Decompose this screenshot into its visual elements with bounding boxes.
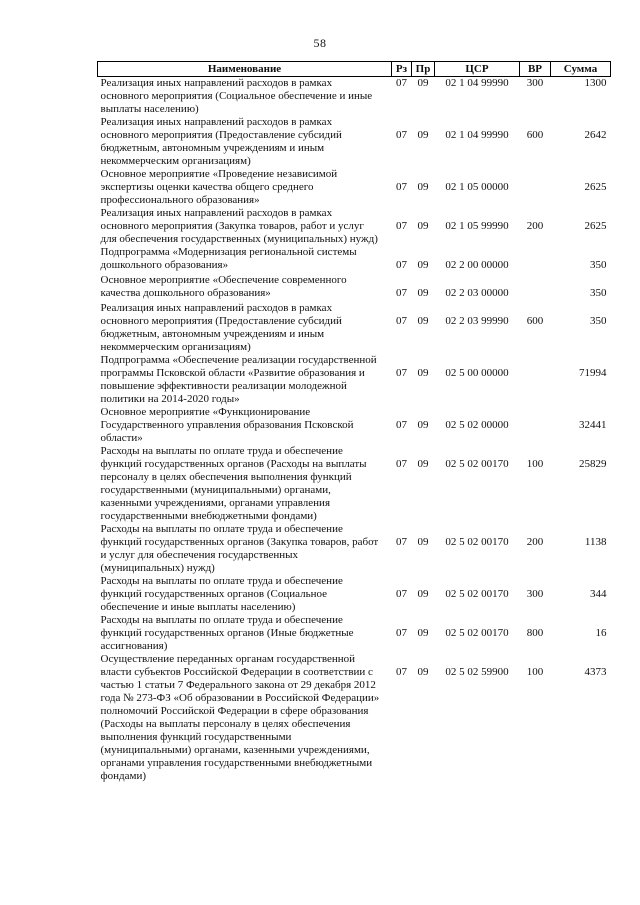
row-sum: 4373 xyxy=(584,666,607,678)
header-pr: Пр xyxy=(412,62,435,77)
row-sum: 25829 xyxy=(579,458,607,470)
row-vr xyxy=(520,406,551,445)
row-pr: 09 xyxy=(417,220,429,232)
row-vr: 100 xyxy=(526,458,544,470)
row-name: Осуществление переданных органам государственной власти субъектов Российской Федерации в соответствии с частью 1 статьи 7 Федерального закона от 29 декабря 2012 года № 273-ФЗ «Об образовании в Российской Федерации» полномочий Российской Федерации в сфере образования (Расходы на выплаты персоналу в целях обеспечения выполнения функций государственными (муниципальными) органами, казенными учреждениями, органами управления государственными внебюджетными фондами) xyxy=(100,653,380,782)
row-vr: 600 xyxy=(526,315,544,327)
row-pr: 09 xyxy=(417,419,429,431)
table-row xyxy=(98,207,611,246)
table-row xyxy=(98,246,611,274)
row-rz: 07 xyxy=(396,77,407,89)
row-pr: 09 xyxy=(417,315,429,327)
row-sum: 1300 xyxy=(584,77,607,89)
row-vr: 100 xyxy=(526,666,544,678)
row-pr: 09 xyxy=(417,181,429,193)
header-rz: Рз xyxy=(392,62,412,77)
row-pr: 09 xyxy=(417,259,429,271)
row-vr xyxy=(520,246,551,274)
row-sum: 2642 xyxy=(584,129,607,141)
table-row xyxy=(98,77,611,117)
table-row xyxy=(98,653,611,783)
row-sum: 32441 xyxy=(579,419,607,431)
row-pr: 09 xyxy=(417,666,429,678)
row-sum: 344 xyxy=(590,588,607,600)
row-rz: 07 xyxy=(396,666,407,678)
row-name: Расходы на выплаты по оплате труда и обеспечение функций государственных органов (Закупка товаров, работ и услуг для обеспечения государственных (муниципальных) нужд) xyxy=(100,523,379,574)
row-csr: 02 5 00 00000 xyxy=(445,367,509,379)
table-row xyxy=(98,116,611,168)
row-rz: 07 xyxy=(396,536,407,548)
header-name: Наименование xyxy=(98,62,392,77)
header-sum: Сумма xyxy=(551,62,611,77)
header-csr: ЦСР xyxy=(435,62,520,77)
row-rz: 07 xyxy=(396,627,407,639)
table-row xyxy=(98,575,611,614)
row-rz: 07 xyxy=(396,315,407,327)
row-vr: 600 xyxy=(526,129,544,141)
row-pr: 09 xyxy=(417,627,429,639)
table-row xyxy=(98,614,611,653)
row-csr: 02 5 02 00170 xyxy=(445,588,509,600)
table-row xyxy=(98,523,611,575)
row-vr: 800 xyxy=(526,627,544,639)
row-name: Реализация иных направлений расходов в рамках основного мероприятия (Предоставление субсидий бюджетным, автономным учреждениям и иным некоммерческим организациям) xyxy=(100,116,342,167)
table-header xyxy=(98,62,611,77)
row-name: Основное мероприятие «Функционирование Государственного управления образования Псковской области» xyxy=(100,406,354,444)
row-vr xyxy=(520,354,551,406)
row-name: Расходы на выплаты по оплате труда и обеспечение функций государственных органов (Расходы на выплаты персоналу в целях обеспечения выполнения функций государственными (муниципальными) органами, казенными учреждениями, органами управления государственными внебюджетными фондами) xyxy=(100,445,367,522)
row-sum: 350 xyxy=(590,287,607,299)
row-rz: 07 xyxy=(396,181,407,193)
row-name: Реализация иных направлений расходов в рамках основного мероприятия (Закупка товаров, работ и услуг для обеспечения государственных (муниципальных) нужд) xyxy=(100,207,378,245)
table-row xyxy=(98,354,611,406)
row-pr: 09 xyxy=(417,458,429,470)
row-sum: 350 xyxy=(590,259,607,271)
table-row xyxy=(98,445,611,523)
row-sum: 2625 xyxy=(584,220,607,232)
header-vr: ВР xyxy=(520,62,551,77)
row-rz: 07 xyxy=(396,367,407,379)
row-csr: 02 2 03 99990 xyxy=(445,315,509,327)
row-sum: 16 xyxy=(595,627,607,639)
row-csr: 02 1 05 99990 xyxy=(445,220,509,232)
row-vr: 200 xyxy=(526,536,544,548)
row-pr: 09 xyxy=(417,129,429,141)
row-csr: 02 5 02 00000 xyxy=(445,419,509,431)
table-body xyxy=(98,77,611,784)
row-pr: 09 xyxy=(417,367,429,379)
table-row xyxy=(98,168,611,207)
budget-table xyxy=(97,61,611,783)
row-csr: 02 1 04 99990 xyxy=(445,77,509,89)
row-name: Реализация иных направлений расходов в рамках основного мероприятия (Предоставление субсидий бюджетным, автономным учреждениям и иным некоммерческим организациям) xyxy=(100,302,342,353)
row-csr: 02 5 02 00170 xyxy=(445,627,509,639)
row-name: Подпрограмма «Обеспечение реализации государственной программы Псковской области «Развитие образования и повышение эффективности реализации молодежной политики на 2014-2020 годы» xyxy=(100,354,377,405)
row-vr xyxy=(520,168,551,207)
row-pr: 09 xyxy=(417,77,429,89)
row-sum: 350 xyxy=(590,315,607,327)
row-rz: 07 xyxy=(396,259,407,271)
row-rz: 07 xyxy=(396,419,407,431)
row-pr: 09 xyxy=(417,287,429,299)
row-csr: 02 2 03 00000 xyxy=(445,287,509,299)
row-name: Основное мероприятие «Обеспечение современного качества дошкольного образования» xyxy=(100,274,347,299)
row-vr: 300 xyxy=(526,77,544,89)
table-row xyxy=(98,406,611,445)
row-sum: 2625 xyxy=(584,181,607,193)
row-sum: 1138 xyxy=(584,536,607,548)
row-vr: 300 xyxy=(526,588,544,600)
row-csr: 02 2 00 00000 xyxy=(445,259,509,271)
row-csr: 02 1 05 00000 xyxy=(445,181,509,193)
row-vr xyxy=(520,274,551,302)
row-csr: 02 5 02 00170 xyxy=(445,536,509,548)
table-row xyxy=(98,302,611,354)
row-rz: 07 xyxy=(396,458,407,470)
row-name: Расходы на выплаты по оплате труда и обеспечение функций государственных органов (Социальное обеспечение и иные выплаты населению) xyxy=(100,575,343,613)
row-name: Подпрограмма «Модернизация региональной системы дошкольного образования» xyxy=(100,246,357,271)
row-name: Расходы на выплаты по оплате труда и обеспечение функций государственных органов (Иные бюджетные ассигнования) xyxy=(100,614,354,652)
row-vr: 200 xyxy=(526,220,544,232)
row-csr: 02 1 04 99990 xyxy=(445,129,509,141)
row-pr: 09 xyxy=(417,588,429,600)
row-csr: 02 5 02 59900 xyxy=(445,666,509,678)
row-pr: 09 xyxy=(417,536,429,548)
table-row xyxy=(98,274,611,302)
row-rz: 07 xyxy=(396,129,407,141)
row-name: Реализация иных направлений расходов в рамках основного мероприятия (Социальное обеспечение и иные выплаты населению) xyxy=(100,77,373,115)
page-number: 58 xyxy=(313,36,327,50)
row-rz: 07 xyxy=(396,287,407,299)
row-rz: 07 xyxy=(396,220,407,232)
row-csr: 02 5 02 00170 xyxy=(445,458,509,470)
row-sum: 71994 xyxy=(579,367,607,379)
row-rz: 07 xyxy=(396,588,407,600)
row-name: Основное мероприятие «Проведение независимой экспертизы оценки качества общего среднего профессионального образования» xyxy=(100,168,338,206)
